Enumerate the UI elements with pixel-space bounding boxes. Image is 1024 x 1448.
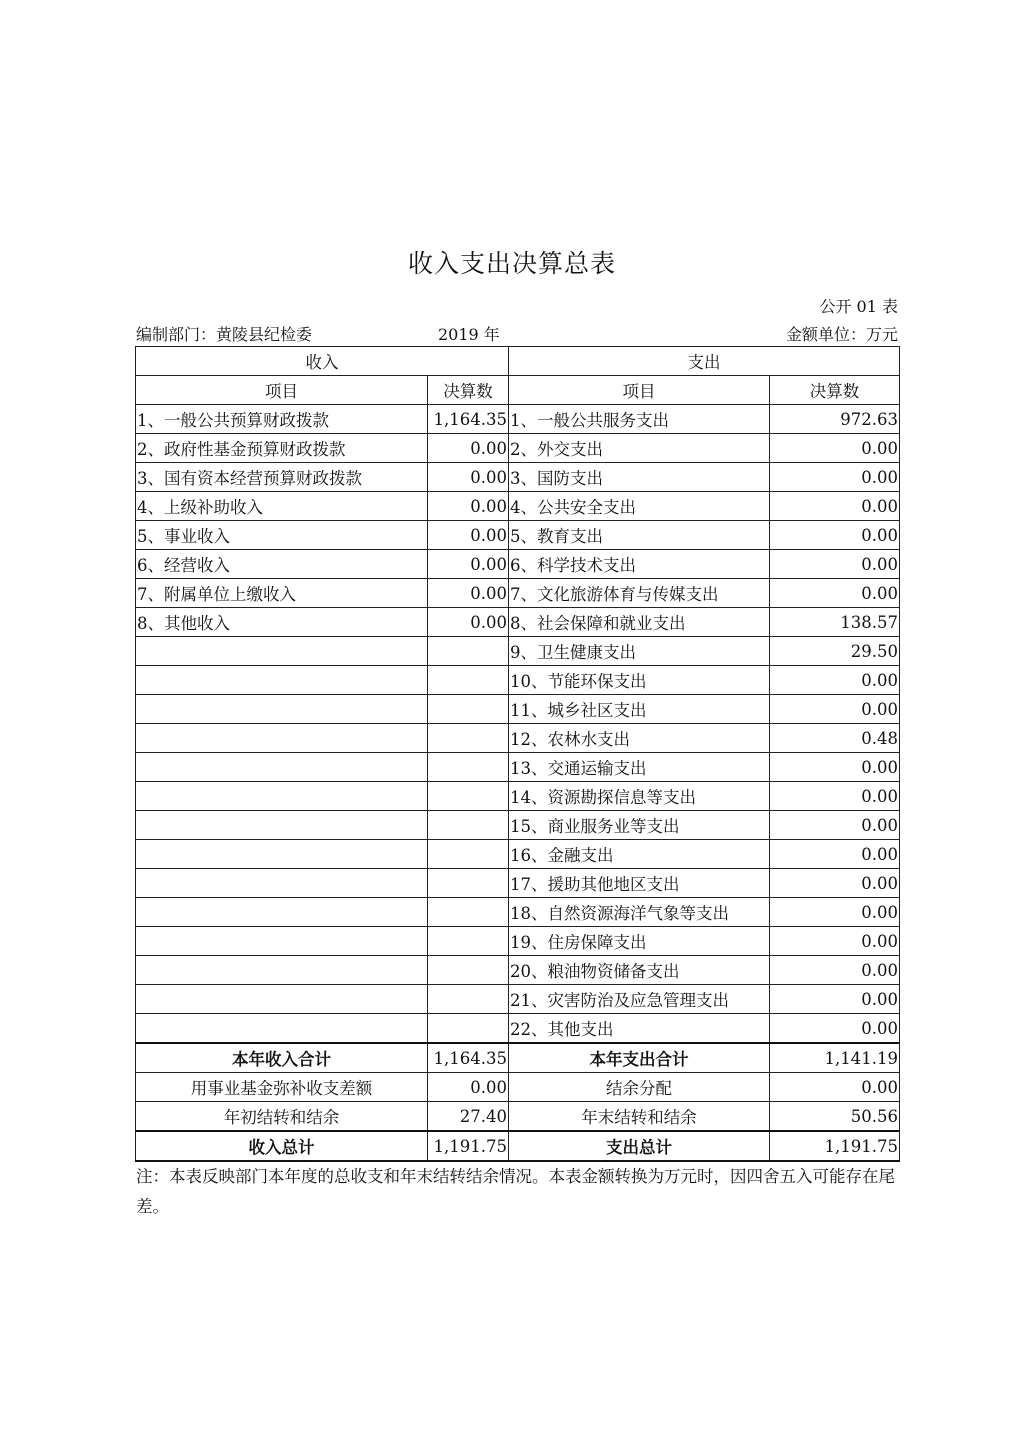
expense-amount-cell: 0.00 [770, 782, 900, 811]
table-row [136, 637, 900, 666]
expense-item-cell: 6、科学技术支出 [509, 550, 770, 579]
income-item-cell: 1、一般公共预算财政拨款 [136, 405, 428, 434]
table-row [136, 434, 900, 463]
table-row [136, 492, 900, 521]
expense-summary-amount: 50.56 [770, 1102, 900, 1132]
income-item-cell [136, 695, 428, 724]
income-amount-cell: 0.00 [428, 521, 509, 550]
section-expense-header: 支出 [509, 347, 900, 376]
expense-amount-header: 决算数 [770, 376, 900, 405]
table-row [136, 869, 900, 898]
table-row [136, 898, 900, 927]
section-income-header: 收入 [136, 347, 509, 376]
income-item-cell [136, 840, 428, 869]
table-row [136, 985, 900, 1014]
expense-amount-cell: 0.00 [770, 695, 900, 724]
summary-row [136, 1073, 900, 1102]
expense-amount-cell: 0.00 [770, 840, 900, 869]
expense-amount-cell: 0.00 [770, 579, 900, 608]
expense-item-cell: 21、灾害防治及应急管理支出 [509, 985, 770, 1014]
income-summary-label: 用事业基金弥补收支差额 [136, 1073, 428, 1102]
income-summary-amount: 1,191.75 [428, 1131, 509, 1161]
income-amount-cell: 0.00 [428, 434, 509, 463]
income-amount-cell [428, 869, 509, 898]
expense-amount-cell: 0.00 [770, 927, 900, 956]
income-item-cell: 6、经营收入 [136, 550, 428, 579]
income-amount-cell [428, 753, 509, 782]
table-row [136, 405, 900, 434]
income-item-cell [136, 753, 428, 782]
income-item-cell: 2、政府性基金预算财政拨款 [136, 434, 428, 463]
income-amount-cell [428, 927, 509, 956]
income-amount-cell [428, 724, 509, 753]
expense-amount-cell: 0.00 [770, 753, 900, 782]
income-item-header: 项目 [136, 376, 428, 405]
expense-summary-label: 年末结转和结余 [509, 1102, 770, 1132]
expense-item-cell: 11、城乡社区支出 [509, 695, 770, 724]
expense-amount-cell: 0.00 [770, 956, 900, 985]
income-item-cell [136, 782, 428, 811]
income-amount-cell: 0.00 [428, 608, 509, 637]
expense-item-cell: 10、节能环保支出 [509, 666, 770, 695]
table-row [136, 927, 900, 956]
table-row [136, 1014, 900, 1044]
expense-item-cell: 7、文化旅游体育与传媒支出 [509, 579, 770, 608]
income-amount-cell [428, 956, 509, 985]
expense-amount-cell: 0.48 [770, 724, 900, 753]
income-item-cell [136, 666, 428, 695]
expense-amount-cell: 0.00 [770, 869, 900, 898]
income-item-cell: 5、事业收入 [136, 521, 428, 550]
expense-item-cell: 9、卫生健康支出 [509, 637, 770, 666]
table-row [136, 840, 900, 869]
table-row [136, 782, 900, 811]
expense-item-cell: 20、粮油物资储备支出 [509, 956, 770, 985]
report-meta [136, 322, 898, 344]
income-amount-cell [428, 637, 509, 666]
expense-summary-label: 结余分配 [509, 1073, 770, 1102]
income-item-cell: 7、附属单位上缴收入 [136, 579, 428, 608]
income-item-cell [136, 1014, 428, 1044]
income-item-cell [136, 869, 428, 898]
income-item-cell: 8、其他收入 [136, 608, 428, 637]
income-item-cell [136, 811, 428, 840]
table-row [136, 956, 900, 985]
income-item-cell [136, 724, 428, 753]
expense-item-cell: 17、援助其他地区支出 [509, 869, 770, 898]
income-summary-amount: 1,164.35 [428, 1043, 509, 1073]
section-header-row [136, 347, 900, 376]
expense-summary-label: 支出总计 [509, 1131, 770, 1161]
expense-amount-cell: 0.00 [770, 898, 900, 927]
income-item-cell [136, 985, 428, 1014]
table-row [136, 608, 900, 637]
income-amount-cell [428, 695, 509, 724]
expense-item-cell: 2、外交支出 [509, 434, 770, 463]
year-label: 2019 年 [438, 325, 500, 344]
income-amount-header: 决算数 [428, 376, 509, 405]
expense-item-cell: 18、自然资源海洋气象等支出 [509, 898, 770, 927]
expense-item-cell: 16、金融支出 [509, 840, 770, 869]
expense-item-header: 项目 [509, 376, 770, 405]
expense-amount-cell: 0.00 [770, 985, 900, 1014]
expense-item-cell: 4、公共安全支出 [509, 492, 770, 521]
summary-row [136, 1102, 900, 1132]
income-summary-label: 年初结转和结余 [136, 1102, 428, 1132]
income-item-cell: 4、上级补助收入 [136, 492, 428, 521]
income-amount-cell [428, 811, 509, 840]
income-item-cell [136, 927, 428, 956]
table-row [136, 463, 900, 492]
table-row [136, 666, 900, 695]
expense-item-cell: 22、其他支出 [509, 1014, 770, 1044]
expense-item-cell: 19、住房保障支出 [509, 927, 770, 956]
expense-item-cell: 15、商业服务业等支出 [509, 811, 770, 840]
expense-amount-cell: 0.00 [770, 1014, 900, 1044]
department-label: 编制部门：黄陵县纪检委 [136, 325, 313, 344]
expense-item-cell: 14、资源勘探信息等支出 [509, 782, 770, 811]
income-summary-amount: 0.00 [428, 1073, 509, 1102]
table-row [136, 579, 900, 608]
summary-row [136, 1131, 900, 1161]
expense-amount-cell: 0.00 [770, 521, 900, 550]
income-amount-cell [428, 985, 509, 1014]
footnote: 注：本表反映部门本年度的总收支和年末结转结余情况。本表金额转换为万元时，因四舍五入可能存在尾差。 [136, 1167, 895, 1216]
income-summary-label: 本年收入合计 [136, 1043, 428, 1073]
income-expense-table [135, 346, 900, 1162]
page-title: 收入支出决算总表 [407, 249, 616, 278]
income-item-cell: 3、国有资本经营预算财政拨款 [136, 463, 428, 492]
income-amount-cell [428, 1014, 509, 1044]
table-row [136, 550, 900, 579]
expense-amount-cell: 0.00 [770, 550, 900, 579]
expense-amount-cell: 0.00 [770, 434, 900, 463]
income-amount-cell [428, 782, 509, 811]
table-row [136, 724, 900, 753]
income-amount-cell: 0.00 [428, 579, 509, 608]
income-item-cell [136, 956, 428, 985]
income-amount-cell: 0.00 [428, 492, 509, 521]
expense-amount-cell: 29.50 [770, 637, 900, 666]
expense-summary-amount: 1,141.19 [770, 1043, 900, 1073]
table-row [136, 753, 900, 782]
expense-summary-amount: 0.00 [770, 1073, 900, 1102]
income-amount-cell: 0.00 [428, 550, 509, 579]
income-item-cell [136, 898, 428, 927]
income-amount-cell: 1,164.35 [428, 405, 509, 434]
income-amount-cell [428, 840, 509, 869]
expense-summary-label: 本年支出合计 [509, 1043, 770, 1073]
income-amount-cell [428, 898, 509, 927]
expense-amount-cell: 972.63 [770, 405, 900, 434]
expense-amount-cell: 0.00 [770, 666, 900, 695]
income-amount-cell: 0.00 [428, 463, 509, 492]
expense-summary-amount: 1,191.75 [770, 1131, 900, 1161]
form-code: 公开 01 表 [819, 297, 898, 316]
column-header-row [136, 376, 900, 405]
expense-item-cell: 13、交通运输支出 [509, 753, 770, 782]
expense-amount-cell: 0.00 [770, 811, 900, 840]
table-row [136, 695, 900, 724]
expense-item-cell: 1、一般公共服务支出 [509, 405, 770, 434]
income-summary-label: 收入总计 [136, 1131, 428, 1161]
expense-item-cell: 12、农林水支出 [509, 724, 770, 753]
expense-item-cell: 8、社会保障和就业支出 [509, 608, 770, 637]
expense-amount-cell: 0.00 [770, 463, 900, 492]
expense-amount-cell: 0.00 [770, 492, 900, 521]
unit-label: 金额单位：万元 [785, 325, 898, 344]
income-amount-cell [428, 666, 509, 695]
expense-item-cell: 5、教育支出 [509, 521, 770, 550]
table-row [136, 521, 900, 550]
expense-amount-cell: 138.57 [770, 608, 900, 637]
expense-item-cell: 3、国防支出 [509, 463, 770, 492]
income-item-cell [136, 637, 428, 666]
income-summary-amount: 27.40 [428, 1102, 509, 1132]
table-row [136, 811, 900, 840]
summary-row [136, 1043, 900, 1073]
